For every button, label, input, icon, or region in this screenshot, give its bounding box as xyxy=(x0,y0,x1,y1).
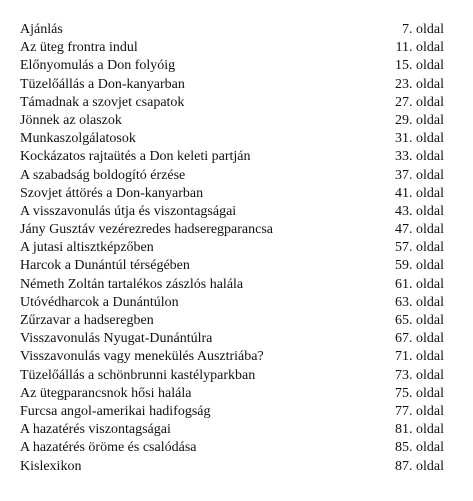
toc-entry xyxy=(20,167,444,185)
toc-entry-page: 63. oldal xyxy=(395,294,444,310)
toc-entry-title: Visszavonulás Nyugat-Dunántúlra xyxy=(20,331,213,347)
toc-entry-page: 33. oldal xyxy=(395,149,444,165)
toc-entry-title: Kislexikon xyxy=(20,458,82,474)
toc-entry-page: 7. oldal xyxy=(402,22,444,37)
toc-entry-title: Az üteg frontra indul xyxy=(20,40,138,56)
toc-entry xyxy=(20,421,444,439)
toc-entry-title: Munkaszolgálatosok xyxy=(20,131,136,147)
toc-entry-title: Zűrzavar a hadseregben xyxy=(20,313,154,328)
toc-entry xyxy=(20,439,444,457)
toc-entry-page: 67. oldal xyxy=(395,331,444,347)
toc-entry-page: 87. oldal xyxy=(395,458,444,474)
toc-entry xyxy=(20,185,444,203)
toc-entry-page: 71. oldal xyxy=(395,349,444,365)
toc-entry xyxy=(20,312,444,330)
toc-entry xyxy=(20,57,444,75)
toc-entry-page: 85. oldal xyxy=(395,440,444,456)
toc-entry-page: 75. oldal xyxy=(395,385,444,401)
toc-entry-page: 11. oldal xyxy=(395,40,444,56)
toc-entry xyxy=(20,148,444,166)
toc-entry xyxy=(20,112,444,130)
toc-entry-title: Németh Zoltán tartalékos zászlós halála xyxy=(20,276,244,292)
toc-entry xyxy=(20,348,444,366)
toc-entry-title: Jönnek az olaszok xyxy=(20,112,122,128)
toc-entry-title: A szabadság boldogító érzése xyxy=(20,167,186,183)
toc-entry-title: Jány Gusztáv vezérezredes hadseregparancsa xyxy=(20,222,274,238)
toc-entry-title: Kockázatos rajtaütés a Don keleti partján xyxy=(20,149,251,165)
toc-entry-page: 15. oldal xyxy=(395,58,444,74)
toc-entry-page: 43. oldal xyxy=(395,203,444,219)
toc-entry-page: 27. oldal xyxy=(395,94,444,110)
toc-entry-page: 47. oldal xyxy=(395,222,444,238)
toc-entry xyxy=(20,276,444,294)
toc-entry-page: 65. oldal xyxy=(395,313,444,328)
toc-entry-title: A visszavonulás útja és viszontagságai xyxy=(20,203,237,219)
table-of-contents xyxy=(20,21,444,476)
toc-entry-page: 61. oldal xyxy=(395,276,444,292)
toc-entry-page: 73. oldal xyxy=(395,367,444,383)
toc-entry xyxy=(20,294,444,312)
toc-entry-title: Tüzelőállás a schönbrunni kastélyparkban xyxy=(20,367,256,383)
toc-entry xyxy=(20,385,444,403)
toc-entry-title: A hazatérés viszontagságai xyxy=(20,422,171,438)
toc-entry xyxy=(20,21,444,39)
toc-entry-page: 77. oldal xyxy=(395,403,444,419)
toc-entry-title: Ajánlás xyxy=(20,22,63,37)
toc-entry-title: Támadnak a szovjet csapatok xyxy=(20,94,185,110)
toc-entry-page: 37. oldal xyxy=(395,167,444,183)
toc-entry xyxy=(20,458,444,476)
toc-entry-title: Furcsa angol-amerikai hadifogság xyxy=(20,403,211,419)
toc-entry-title: A jutasi altisztképzőben xyxy=(20,240,154,256)
toc-entry xyxy=(20,130,444,148)
toc-entry xyxy=(20,76,444,94)
toc-entry-title: Előnyomulás a Don folyóig xyxy=(20,58,176,74)
toc-entry xyxy=(20,403,444,421)
toc-entry-title: Harcok a Dunántúl térségében xyxy=(20,258,190,274)
toc-entry-title: Az ütegparancsnok hősi halála xyxy=(20,385,192,401)
toc-entry xyxy=(20,257,444,275)
toc-entry xyxy=(20,203,444,221)
toc-entry xyxy=(20,330,444,348)
toc-entry xyxy=(20,239,444,257)
toc-entry-page: 29. oldal xyxy=(395,112,444,128)
toc-entry-title: Szovjet áttörés a Don-kanyarban xyxy=(20,185,204,201)
toc-entry-page: 31. oldal xyxy=(395,131,444,147)
toc-entry-page: 81. oldal xyxy=(395,422,444,438)
toc-entry-page: 23. oldal xyxy=(395,76,444,92)
toc-entry xyxy=(20,367,444,385)
toc-entry-title: Visszavonulás vagy menekülés Ausztriába? xyxy=(20,349,264,365)
toc-entry xyxy=(20,94,444,112)
toc-entry xyxy=(20,221,444,239)
toc-entry-title: Utóvédharcok a Dunántúlon xyxy=(20,294,179,310)
toc-entry-title: Tüzelőállás a Don-kanyarban xyxy=(20,76,185,92)
toc-entry-page: 59. oldal xyxy=(395,258,444,274)
toc-entry xyxy=(20,39,444,57)
toc-entry-title: A hazatérés öröme és csalódása xyxy=(20,440,197,456)
toc-entry-page: 57. oldal xyxy=(395,240,444,256)
toc-entry-page: 41. oldal xyxy=(395,185,444,201)
